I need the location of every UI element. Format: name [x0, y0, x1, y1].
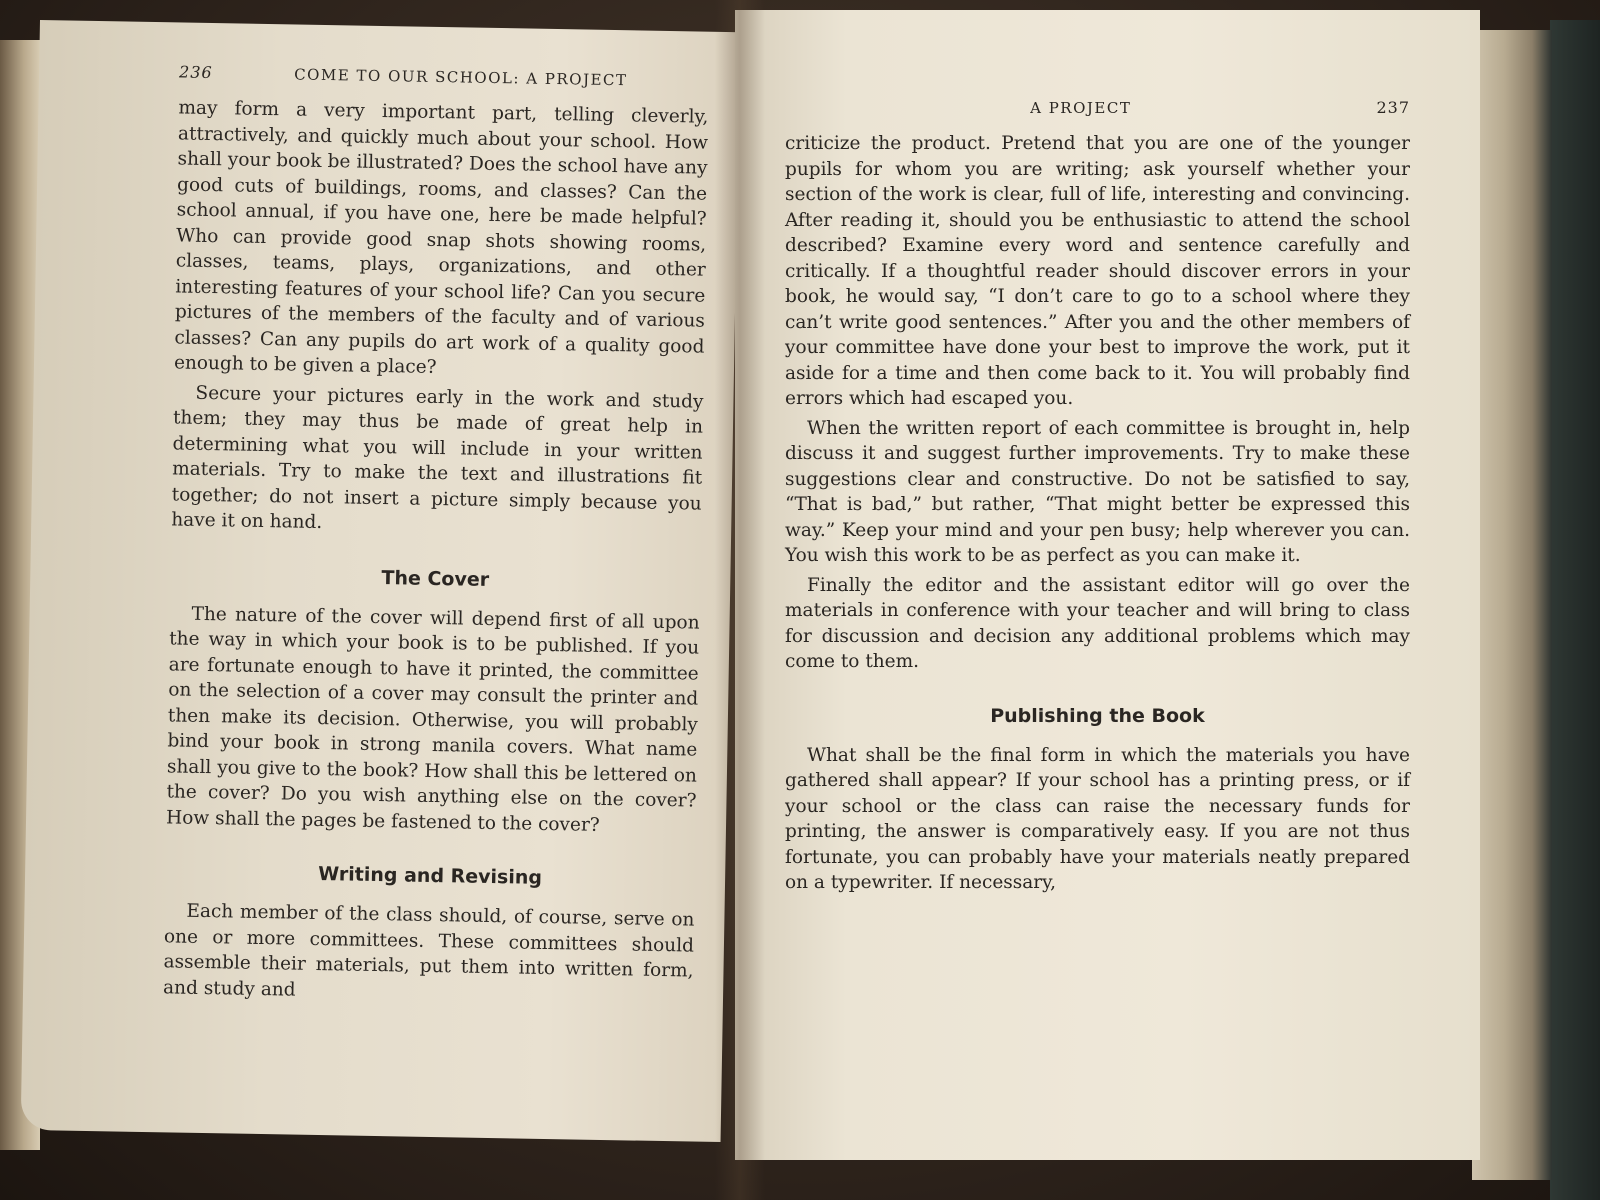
section-heading-publishing: Publishing the Book — [990, 704, 1205, 727]
left-paragraph-2: Secure your pictures early in the work and study them; they may thus be made of great help in determining what you will include in your written materials. Try to make the text and illustrations fit together; do not insert a picture simply because you have it on hand. — [171, 382, 704, 534]
cover-paragraph: The nature of the cover will depend first of all upon the way in which your book is to be published. If you are fortunate enough to have it printed, the committee on the selection of a cover may consult the printer and then make its decision. Otherwise, you will probably bind your book in strong manila covers. What name shall you give to the book? How shall this be lettered on the cover? Do you wish anything else on the cover? How shall the pages be fastened to the cover? — [165, 603, 700, 836]
right-paragraph-1: criticize the product. Pretend that you are one of the younger pupils for whom you are writing; ask yourself whether your section of the work is clear, full of life, interesting and convincing. After reading it, should you be enthusiastic to attend the school described? Examine every word and sentence carefully and critically. If a thoughtful reader should discover errors in your book, he would say, “I don’t care to go to a school where they can’t write good sentences.” After you and the other members of your committee have done your best to improve the work, put it aside for a time and then come back to it. You will probably find errors which had escaped you. — [785, 133, 1410, 409]
left-running-title: COME TO OUR SCHOOL: A PROJECT — [294, 65, 628, 90]
left-running-head — [179, 62, 709, 90]
writing-paragraph: Each member of the class should, of course, serve on one or more committees. These committees should assemble their materials, put them into written form, and study and — [162, 900, 695, 1001]
publishing-paragraph: What shall be the final form in which the materials you have gathered shall appear? If your school has a printing press, or if your school or the class can raise the necessary funds for printing, the answer is comparatively easy. If you are not thus fortunate, you can probably have your materials neatly prepared on a typewriter. If necessary, — [785, 744, 1410, 893]
left-page-number: 236 — [178, 62, 213, 83]
right-page — [735, 10, 1480, 1160]
book-gutter — [715, 0, 765, 1200]
right-running-title: A PROJECT — [1030, 99, 1132, 117]
left-page — [21, 20, 740, 1142]
section-heading-cover: The Cover — [381, 566, 490, 591]
section-heading-writing: Writing and Revising — [318, 862, 543, 889]
book-cover-edge — [1550, 20, 1600, 1200]
right-paragraph-3: Finally the editor and the assistant editor will go over the materials in conference with your teacher and will bring to class for discussion and decision any additional problems which may come to them. — [785, 574, 1410, 672]
right-page-number: 237 — [1376, 98, 1410, 117]
right-running-head — [785, 98, 1410, 117]
right-paragraph-2: When the written report of each committee is brought in, help discuss it and suggest further improvements. Try to make these suggestions clear and constructive. Do not be satisfied to say, “That is bad,” but rather, “That might better be expressed this way.” Keep your mind and your pen busy; help wherever you can. You wish this work to be as perfect as you can make it. — [785, 417, 1410, 566]
left-paragraph-1: may form a very important part, telling cleverly, attractively, and quickly much about your school. How shall your book be illustrated? Does the school have any good cuts of buildings, rooms, and classes? Can the school annual, if you have one, here be made helpful? Who can provide good snap shots showing rooms, classes, teams, plays, organizations, and other interesting features of your school life? Can you secure pictures of the members of the faculty and of various classes? Can any pupils do art work of a quality good enough to be given a place? — [173, 97, 709, 378]
right-page-edges — [1472, 30, 1552, 1180]
